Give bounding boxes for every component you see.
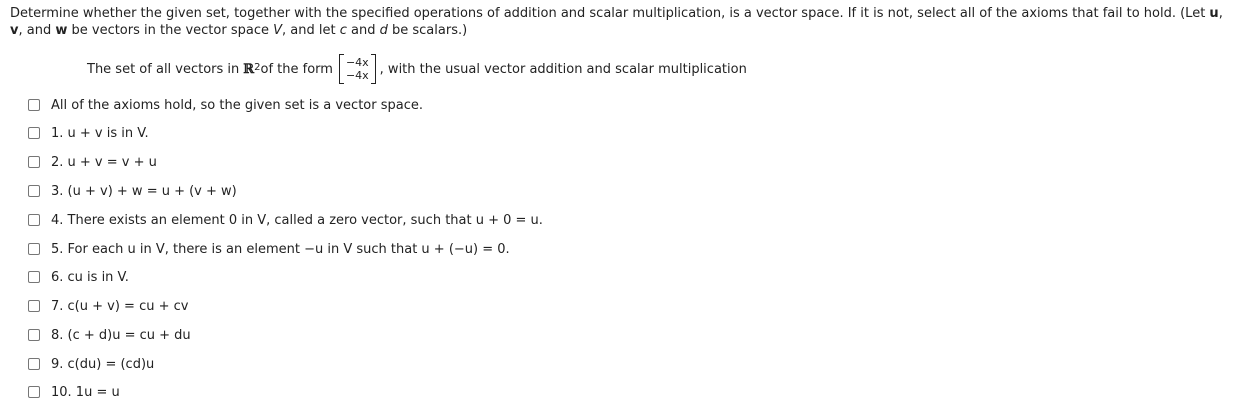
option-axiom-9[interactable]: 9. c(du) = (cd)u	[28, 354, 154, 374]
option-axiom-4[interactable]: 4. There exists an element 0 in V, called a zero vector, such that u + 0 = u.	[28, 210, 543, 230]
option-axiom-3[interactable]: 3. (u + v) + w = u + (v + w)	[28, 181, 237, 201]
checkbox[interactable]	[28, 329, 40, 341]
column-vector	[339, 54, 376, 84]
option-axiom-6[interactable]: 6. cu is in V.	[28, 267, 129, 287]
checkbox[interactable]	[28, 271, 40, 283]
set-description: The set of all vectors in ℝ $^2$ of the form −4x −4x , with the usual vector addition and scalar multiplication	[87, 56, 747, 82]
right-bracket	[371, 54, 376, 84]
checkbox[interactable]	[28, 99, 40, 111]
checkbox[interactable]	[28, 386, 40, 398]
checkbox[interactable]	[28, 127, 40, 139]
vector-entry-top: −4x	[345, 56, 369, 69]
option-axiom-5[interactable]: 5. For each u in V, there is an element −u in V such that u + (−u) = 0.	[28, 239, 510, 259]
checkbox[interactable]	[28, 358, 40, 370]
real-space-symbol: ℝ	[243, 61, 255, 77]
option-axiom-7[interactable]: 7. c(u + v) = cu + cv	[28, 296, 188, 316]
checkbox[interactable]	[28, 243, 40, 255]
vector-entry-bottom: −4x	[345, 69, 369, 82]
checkbox[interactable]	[28, 185, 40, 197]
option-axiom-10[interactable]: 10. 1u = u	[28, 382, 120, 402]
checkbox[interactable]	[28, 300, 40, 312]
question-text: Determine whether the given set, together with the specified operations of addition and scalar multiplication, is a vector space. If it is not, select all of the axioms that fail to hold. (Let u, v, and w be vectors in the vector space V, and let c and d be scalars.)	[10, 6, 1223, 38]
checkbox[interactable]	[28, 214, 40, 226]
option-axiom-8[interactable]: 8. (c + d)u = cu + du	[28, 325, 191, 345]
option-all-axioms-hold[interactable]: All of the axioms hold, so the given set is a vector space.	[28, 95, 423, 115]
checkbox[interactable]	[28, 156, 40, 168]
option-axiom-1[interactable]: 1. u + v is in V.	[28, 123, 149, 143]
option-axiom-2[interactable]: 2. u + v = v + u	[28, 152, 157, 172]
